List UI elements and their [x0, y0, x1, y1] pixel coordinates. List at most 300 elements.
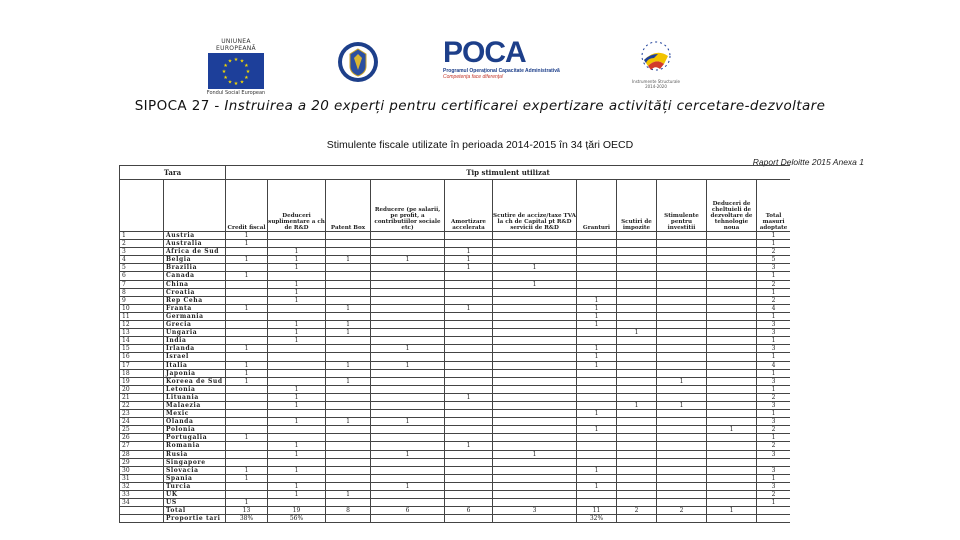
- table-cell: 1: [226, 466, 268, 474]
- table-cell: [226, 321, 268, 329]
- svg-text:★: ★: [244, 75, 249, 81]
- table-cell: [445, 329, 493, 337]
- table-cell: [371, 337, 445, 345]
- table-cell: 1: [445, 256, 493, 264]
- table-cell: [371, 491, 445, 499]
- table-row: [120, 458, 791, 466]
- table-cell: [617, 458, 657, 466]
- table-cell: [371, 458, 445, 466]
- table-cell: 3: [757, 418, 791, 426]
- table-cell: [493, 329, 577, 337]
- table-cell: [268, 312, 326, 320]
- col-header-11: Total masuri adoptate: [757, 180, 791, 232]
- table-cell: [326, 248, 371, 256]
- table-cell: 3: [757, 345, 791, 353]
- table-cell: [707, 377, 757, 385]
- table-cell: [617, 288, 657, 296]
- table-cell: [657, 345, 707, 353]
- table-row: [120, 515, 791, 523]
- row-number: 6: [120, 272, 164, 280]
- table-cell: [445, 515, 493, 523]
- table-cell: 1: [268, 418, 326, 426]
- table-cell: [707, 337, 757, 345]
- table-cell: [268, 240, 326, 248]
- table-cell: [707, 491, 757, 499]
- table-cell: 1: [617, 329, 657, 337]
- table-cell: [657, 256, 707, 264]
- table-cell: 1: [757, 312, 791, 320]
- table-cell: [326, 410, 371, 418]
- table-cell: [657, 240, 707, 248]
- table-cell: [268, 361, 326, 369]
- svg-text:★: ★: [227, 79, 233, 86]
- table-cell: 1: [577, 482, 617, 490]
- table-cell: [707, 499, 757, 507]
- table-cell: [657, 232, 707, 240]
- government-crest-icon: [333, 40, 383, 84]
- poca-logo: [443, 38, 565, 88]
- table-cell: [445, 401, 493, 409]
- table-cell: 1: [268, 264, 326, 272]
- table-cell: 1: [757, 353, 791, 361]
- table-row: [120, 361, 791, 369]
- table-cell: [268, 434, 326, 442]
- table-cell: [657, 329, 707, 337]
- table-cell: [657, 248, 707, 256]
- row-number: 18: [120, 369, 164, 377]
- table-cell: 1: [707, 426, 757, 434]
- table-cell: 1: [268, 442, 326, 450]
- svg-text:★: ★: [239, 58, 245, 65]
- table-cell: [445, 321, 493, 329]
- table-cell: [493, 256, 577, 264]
- table-cell: [445, 450, 493, 458]
- table-cell: [445, 280, 493, 288]
- table-cell: [657, 450, 707, 458]
- table-cell: [326, 312, 371, 320]
- table-cell: [707, 450, 757, 458]
- svg-text:★: ★: [233, 57, 239, 63]
- col-header-blank: [164, 180, 226, 232]
- table-cell: 32%: [577, 515, 617, 523]
- table-cell: 1: [226, 256, 268, 264]
- table-cell: [371, 232, 445, 240]
- table-cell: [617, 369, 657, 377]
- table-cell: [226, 426, 268, 434]
- table-cell: [445, 426, 493, 434]
- table-cell: 1: [268, 329, 326, 337]
- row-country: Franta: [164, 304, 226, 312]
- table-cell: 1: [326, 329, 371, 337]
- table-cell: [657, 491, 707, 499]
- table-cell: [371, 515, 445, 523]
- table-cell: 1: [577, 304, 617, 312]
- svg-text:★: ★: [223, 63, 228, 69]
- table-cell: [371, 369, 445, 377]
- row-number: 26: [120, 434, 164, 442]
- table-cell: [617, 393, 657, 401]
- row-number: 23: [120, 410, 164, 418]
- row-country: Total: [164, 507, 226, 515]
- table-cell: [445, 361, 493, 369]
- table-cell: [707, 288, 757, 296]
- table-cell: 2: [757, 280, 791, 288]
- table-cell: [493, 353, 577, 361]
- table-cell: [493, 442, 577, 450]
- table-cell: [707, 296, 757, 304]
- table-cell: [617, 442, 657, 450]
- table-cell: [371, 385, 445, 393]
- table-cell: [707, 401, 757, 409]
- table-cell: [617, 337, 657, 345]
- row-number: 2: [120, 240, 164, 248]
- table-cell: 1: [268, 491, 326, 499]
- table-cell: [577, 434, 617, 442]
- table-row: [120, 296, 791, 304]
- table-cell: 1: [757, 337, 791, 345]
- table-cell: [326, 280, 371, 288]
- table-cell: 1: [757, 272, 791, 280]
- table-cell: 1: [268, 321, 326, 329]
- table-cell: 1: [226, 369, 268, 377]
- table-cell: [707, 515, 757, 523]
- table-cell: [617, 377, 657, 385]
- table-cell: [493, 312, 577, 320]
- table-row: [120, 369, 791, 377]
- instrumente-structurale-logo: [628, 38, 684, 90]
- table-cell: 1: [268, 401, 326, 409]
- table-cell: [707, 466, 757, 474]
- table-cell: [268, 458, 326, 466]
- table-cell: [226, 458, 268, 466]
- table-cell: [445, 337, 493, 345]
- table-cell: [657, 442, 707, 450]
- svg-text:★: ★: [221, 69, 227, 75]
- row-number: 19: [120, 377, 164, 385]
- table-row: [120, 256, 791, 264]
- table-cell: 3: [757, 401, 791, 409]
- table-row: [120, 385, 791, 393]
- table-cell: [445, 232, 493, 240]
- table-row: [120, 410, 791, 418]
- table-cell: [757, 515, 791, 523]
- table-cell: [617, 515, 657, 523]
- table-cell: [657, 466, 707, 474]
- row-number: 5: [120, 264, 164, 272]
- table-cell: [371, 442, 445, 450]
- table-cell: [371, 353, 445, 361]
- table-cell: 1: [226, 232, 268, 240]
- table-cell: [577, 377, 617, 385]
- inst-years: 2014-2020: [645, 84, 667, 89]
- table-cell: [445, 499, 493, 507]
- table-cell: 1: [577, 361, 617, 369]
- table-cell: [577, 248, 617, 256]
- table-cell: [371, 499, 445, 507]
- table-cell: 1: [268, 256, 326, 264]
- table-cell: [493, 345, 577, 353]
- table-cell: 3: [757, 482, 791, 490]
- table-cell: [493, 491, 577, 499]
- table-cell: 1: [326, 491, 371, 499]
- row-country: Rep Ceha: [164, 296, 226, 304]
- incentives-table: [119, 165, 790, 523]
- table-cell: [445, 491, 493, 499]
- svg-text:★: ★: [244, 63, 249, 69]
- table-cell: [657, 515, 707, 523]
- row-country: Croatia: [164, 288, 226, 296]
- row-country: Malaezia: [164, 401, 226, 409]
- table-cell: 1: [226, 304, 268, 312]
- table-cell: [707, 345, 757, 353]
- table-cell: 56%: [268, 515, 326, 523]
- table-cell: [326, 458, 371, 466]
- table-cell: [617, 264, 657, 272]
- row-number: 12: [120, 321, 164, 329]
- table-cell: 1: [445, 442, 493, 450]
- row-number: 31: [120, 474, 164, 482]
- row-number: 27: [120, 442, 164, 450]
- table-cell: [326, 393, 371, 401]
- table-row: [120, 450, 791, 458]
- table-cell: [657, 288, 707, 296]
- row-country: Letonia: [164, 385, 226, 393]
- table-cell: [657, 426, 707, 434]
- row-country: Portugalia: [164, 434, 226, 442]
- table-cell: [445, 474, 493, 482]
- table-cell: 1: [371, 418, 445, 426]
- table-cell: [371, 280, 445, 288]
- table-cell: [371, 401, 445, 409]
- row-number: 33: [120, 491, 164, 499]
- table-cell: [617, 499, 657, 507]
- table-cell: [445, 458, 493, 466]
- table-cell: 1: [326, 304, 371, 312]
- table-cell: [577, 442, 617, 450]
- table-cell: [657, 353, 707, 361]
- table-cell: 1: [226, 499, 268, 507]
- table-cell: 13: [226, 507, 268, 515]
- table-cell: [226, 288, 268, 296]
- table-cell: [445, 345, 493, 353]
- row-country: Italia: [164, 361, 226, 369]
- table-cell: [617, 272, 657, 280]
- table-cell: 1: [445, 393, 493, 401]
- table-cell: 1: [326, 321, 371, 329]
- table-cell: [577, 450, 617, 458]
- table-cell: [577, 393, 617, 401]
- table-cell: [371, 248, 445, 256]
- row-number: 32: [120, 482, 164, 490]
- col-header-tara: Tara: [120, 166, 226, 180]
- table-cell: [577, 418, 617, 426]
- row-country: Polonia: [164, 426, 226, 434]
- svg-text:★: ★: [223, 75, 228, 81]
- table-cell: [268, 353, 326, 361]
- row-country: Brazilia: [164, 264, 226, 272]
- table-cell: 1: [577, 410, 617, 418]
- row-country: Australia: [164, 240, 226, 248]
- table-cell: [371, 474, 445, 482]
- table-cell: [493, 474, 577, 482]
- table-cell: 5: [757, 256, 791, 264]
- row-number: 25: [120, 426, 164, 434]
- table-cell: [326, 264, 371, 272]
- table-cell: [657, 280, 707, 288]
- svg-text:★: ★: [239, 79, 245, 86]
- table-cell: 1: [268, 296, 326, 304]
- table-cell: [268, 474, 326, 482]
- table-cell: 4: [757, 304, 791, 312]
- table-cell: [707, 329, 757, 337]
- svg-text:★: ★: [233, 81, 239, 87]
- table-cell: [371, 410, 445, 418]
- table-cell: [657, 393, 707, 401]
- table-row: [120, 393, 791, 401]
- table-row: [120, 377, 791, 385]
- table-cell: [707, 361, 757, 369]
- table-cell: [577, 369, 617, 377]
- table-cell: 1: [326, 256, 371, 264]
- table-cell: [226, 296, 268, 304]
- table-body: [120, 232, 791, 523]
- table-cell: 1: [657, 401, 707, 409]
- table-cell: [577, 474, 617, 482]
- row-country: Romania: [164, 442, 226, 450]
- row-number: 22: [120, 401, 164, 409]
- table-cell: [707, 369, 757, 377]
- row-country: Japonia: [164, 369, 226, 377]
- table-cell: 1: [445, 248, 493, 256]
- row-country: India: [164, 337, 226, 345]
- table-cell: 1: [371, 345, 445, 353]
- table-cell: [326, 401, 371, 409]
- table-row: [120, 304, 791, 312]
- table-cell: 19: [268, 507, 326, 515]
- table-cell: 3: [757, 321, 791, 329]
- table-cell: [226, 329, 268, 337]
- table-cell: 1: [326, 361, 371, 369]
- table-cell: 1: [757, 410, 791, 418]
- table-cell: [577, 272, 617, 280]
- row-country: Belgia: [164, 256, 226, 264]
- table-row: [120, 491, 791, 499]
- table-cell: [326, 240, 371, 248]
- table-cell: 3: [757, 264, 791, 272]
- svg-text:★: ★: [227, 58, 233, 65]
- table-cell: 2: [757, 248, 791, 256]
- table-cell: [657, 296, 707, 304]
- table-cell: [577, 401, 617, 409]
- table-cell: 1: [268, 288, 326, 296]
- table-cell: [493, 369, 577, 377]
- table-row: [120, 272, 791, 280]
- table-cell: [617, 232, 657, 240]
- table-cell: [577, 264, 617, 272]
- table-cell: [226, 482, 268, 490]
- table-cell: [493, 410, 577, 418]
- row-number: 16: [120, 353, 164, 361]
- table-cell: 1: [226, 240, 268, 248]
- table-cell: [326, 369, 371, 377]
- table-cell: [268, 345, 326, 353]
- row-country: Ungaria: [164, 329, 226, 337]
- table-cell: 1: [577, 466, 617, 474]
- table-cell: [268, 272, 326, 280]
- table-cell: 2: [657, 507, 707, 515]
- row-number: 11: [120, 312, 164, 320]
- row-country: Israel: [164, 353, 226, 361]
- table-cell: [445, 410, 493, 418]
- col-header-2: Deduceri suplimentare a ch de R&D: [268, 180, 326, 232]
- table-cell: [617, 312, 657, 320]
- table-cell: [371, 264, 445, 272]
- row-country: Rusia: [164, 450, 226, 458]
- row-country: Germania: [164, 312, 226, 320]
- table-cell: [707, 482, 757, 490]
- table-cell: [445, 296, 493, 304]
- col-header-1: Credit fiscal: [226, 180, 268, 232]
- table-cell: [617, 240, 657, 248]
- table-cell: 1: [445, 264, 493, 272]
- table-row: [120, 482, 791, 490]
- table-cell: 1: [326, 377, 371, 385]
- table-cell: [445, 482, 493, 490]
- table-cell: [371, 321, 445, 329]
- table-cell: 1: [226, 272, 268, 280]
- table-cell: 1: [268, 482, 326, 490]
- table-cell: [707, 353, 757, 361]
- table-cell: [326, 434, 371, 442]
- row-country: Spania: [164, 474, 226, 482]
- table-row: [120, 329, 791, 337]
- table-cell: [326, 474, 371, 482]
- table-cell: [326, 466, 371, 474]
- table-cell: [617, 345, 657, 353]
- table-cell: 1: [371, 482, 445, 490]
- table-cell: [493, 482, 577, 490]
- table-cell: [577, 280, 617, 288]
- table-cell: [493, 385, 577, 393]
- row-country: Lituania: [164, 393, 226, 401]
- row-country: Mexic: [164, 410, 226, 418]
- table-cell: [657, 482, 707, 490]
- table-cell: 1: [493, 280, 577, 288]
- table-cell: [617, 353, 657, 361]
- table-cell: [657, 410, 707, 418]
- table-container: [119, 165, 790, 540]
- table-cell: [493, 458, 577, 466]
- table-cell: [577, 385, 617, 393]
- col-header-9: Stimulente pentru investitii: [657, 180, 707, 232]
- table-cell: 1: [493, 264, 577, 272]
- table-cell: [617, 256, 657, 264]
- row-country: Olanda: [164, 418, 226, 426]
- table-cell: [445, 466, 493, 474]
- table-cell: [268, 232, 326, 240]
- row-number: 13: [120, 329, 164, 337]
- row-country: Africa de Sud: [164, 248, 226, 256]
- table-cell: [226, 418, 268, 426]
- row-number: 7: [120, 280, 164, 288]
- table-cell: [617, 361, 657, 369]
- table-cell: 1: [226, 361, 268, 369]
- table-row: [120, 248, 791, 256]
- table-cell: [445, 240, 493, 248]
- table-cell: [577, 232, 617, 240]
- table-cell: [707, 442, 757, 450]
- table-cell: [326, 515, 371, 523]
